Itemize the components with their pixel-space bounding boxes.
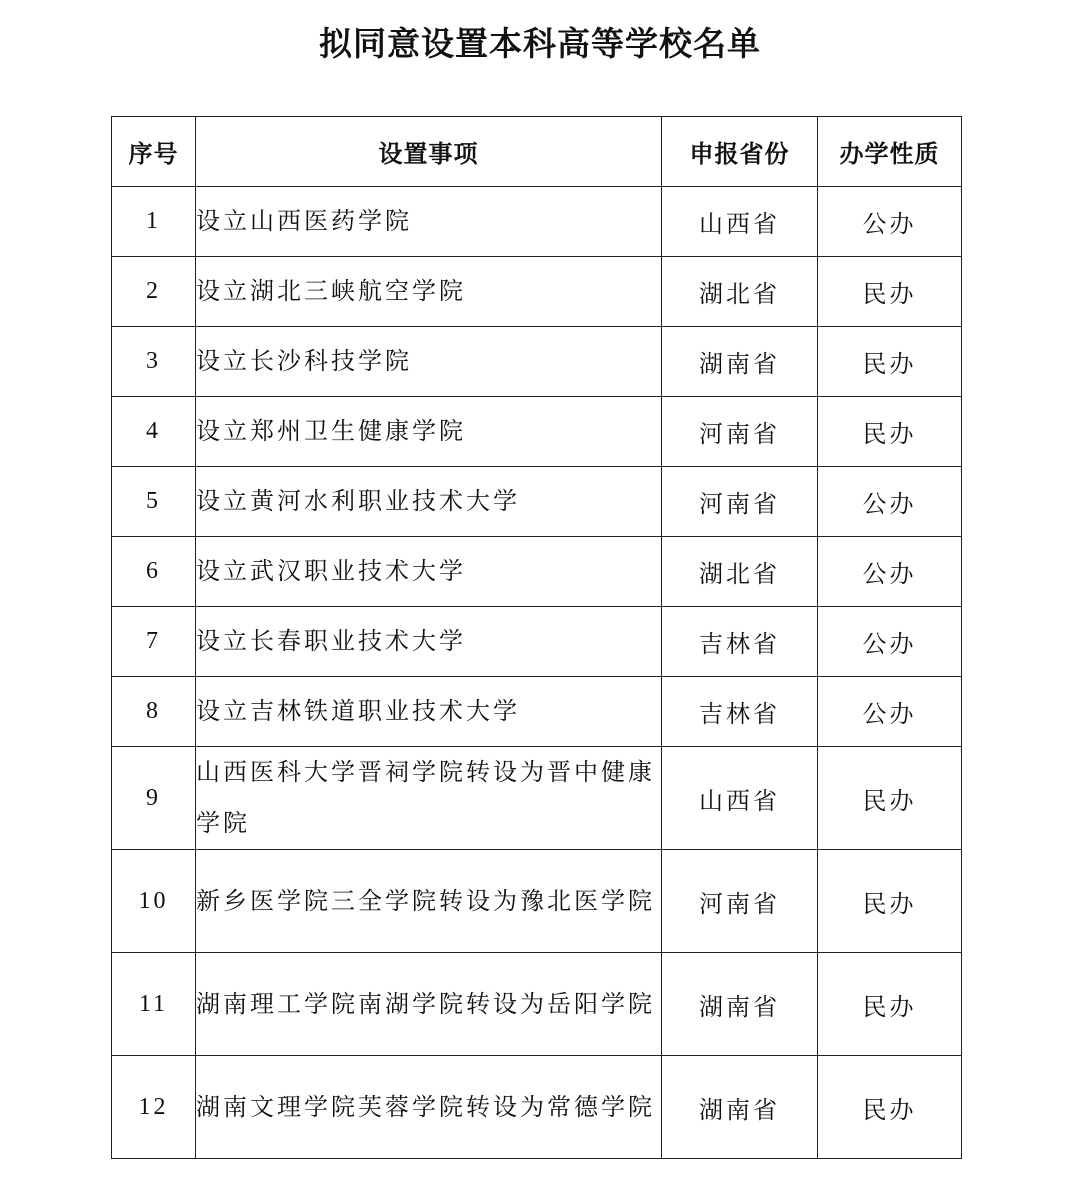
row-serial: 1 <box>112 187 196 257</box>
row-type: 民办 <box>818 850 962 953</box>
table-row <box>112 187 962 257</box>
header-item: 设置事项 <box>196 117 662 187</box>
table-row <box>112 327 962 397</box>
page-title: 拟同意设置本科高等学校名单 <box>319 24 761 63</box>
table-row <box>112 850 962 953</box>
row-item: 设立湖北三峡航空学院 <box>196 257 662 327</box>
row-province: 山西省 <box>662 187 818 257</box>
table-row <box>112 257 962 327</box>
table-row <box>112 677 962 747</box>
row-serial: 8 <box>112 677 196 747</box>
table-row <box>112 607 962 677</box>
row-province: 河南省 <box>662 397 818 467</box>
row-type: 公办 <box>818 677 962 747</box>
row-province: 湖北省 <box>662 257 818 327</box>
row-province: 河南省 <box>662 850 818 953</box>
row-type: 民办 <box>818 953 962 1056</box>
row-item: 山西医科大学晋祠学院转设为晋中健康学院 <box>196 747 662 850</box>
row-type: 公办 <box>818 467 962 537</box>
row-serial: 5 <box>112 467 196 537</box>
header-serial: 序号 <box>112 117 196 187</box>
row-province: 湖北省 <box>662 537 818 607</box>
table-row <box>112 953 962 1056</box>
row-item: 新乡医学院三全学院转设为豫北医学院 <box>196 850 662 953</box>
table-header-row <box>112 117 962 187</box>
row-serial: 12 <box>112 1056 196 1159</box>
table-row <box>112 467 962 537</box>
school-list-table <box>111 116 962 1159</box>
header-type: 办学性质 <box>818 117 962 187</box>
table-row <box>112 537 962 607</box>
row-type: 公办 <box>818 187 962 257</box>
row-serial: 9 <box>112 747 196 850</box>
row-serial: 10 <box>112 850 196 953</box>
row-serial: 2 <box>112 257 196 327</box>
row-item: 设立黄河水利职业技术大学 <box>196 467 662 537</box>
row-serial: 7 <box>112 607 196 677</box>
row-item: 设立吉林铁道职业技术大学 <box>196 677 662 747</box>
row-item: 设立山西医药学院 <box>196 187 662 257</box>
row-type: 民办 <box>818 257 962 327</box>
row-type: 民办 <box>818 327 962 397</box>
table-row <box>112 1056 962 1159</box>
header-province: 申报省份 <box>662 117 818 187</box>
row-province: 河南省 <box>662 467 818 537</box>
row-item: 湖南文理学院芙蓉学院转设为常德学院 <box>196 1056 662 1159</box>
row-item: 设立长沙科技学院 <box>196 327 662 397</box>
row-province: 山西省 <box>662 747 818 850</box>
row-item: 设立郑州卫生健康学院 <box>196 397 662 467</box>
row-province: 吉林省 <box>662 677 818 747</box>
table-row <box>112 397 962 467</box>
row-province: 吉林省 <box>662 607 818 677</box>
row-type: 民办 <box>818 1056 962 1159</box>
row-serial: 11 <box>112 953 196 1056</box>
row-province: 湖南省 <box>662 327 818 397</box>
row-serial: 4 <box>112 397 196 467</box>
row-serial: 3 <box>112 327 196 397</box>
row-serial: 6 <box>112 537 196 607</box>
row-item: 湖南理工学院南湖学院转设为岳阳学院 <box>196 953 662 1056</box>
row-type: 民办 <box>818 747 962 850</box>
row-type: 公办 <box>818 607 962 677</box>
table-row <box>112 747 962 850</box>
row-province: 湖南省 <box>662 1056 818 1159</box>
row-type: 民办 <box>818 397 962 467</box>
row-item: 设立长春职业技术大学 <box>196 607 662 677</box>
row-type: 公办 <box>818 537 962 607</box>
row-province: 湖南省 <box>662 953 818 1056</box>
row-item: 设立武汉职业技术大学 <box>196 537 662 607</box>
